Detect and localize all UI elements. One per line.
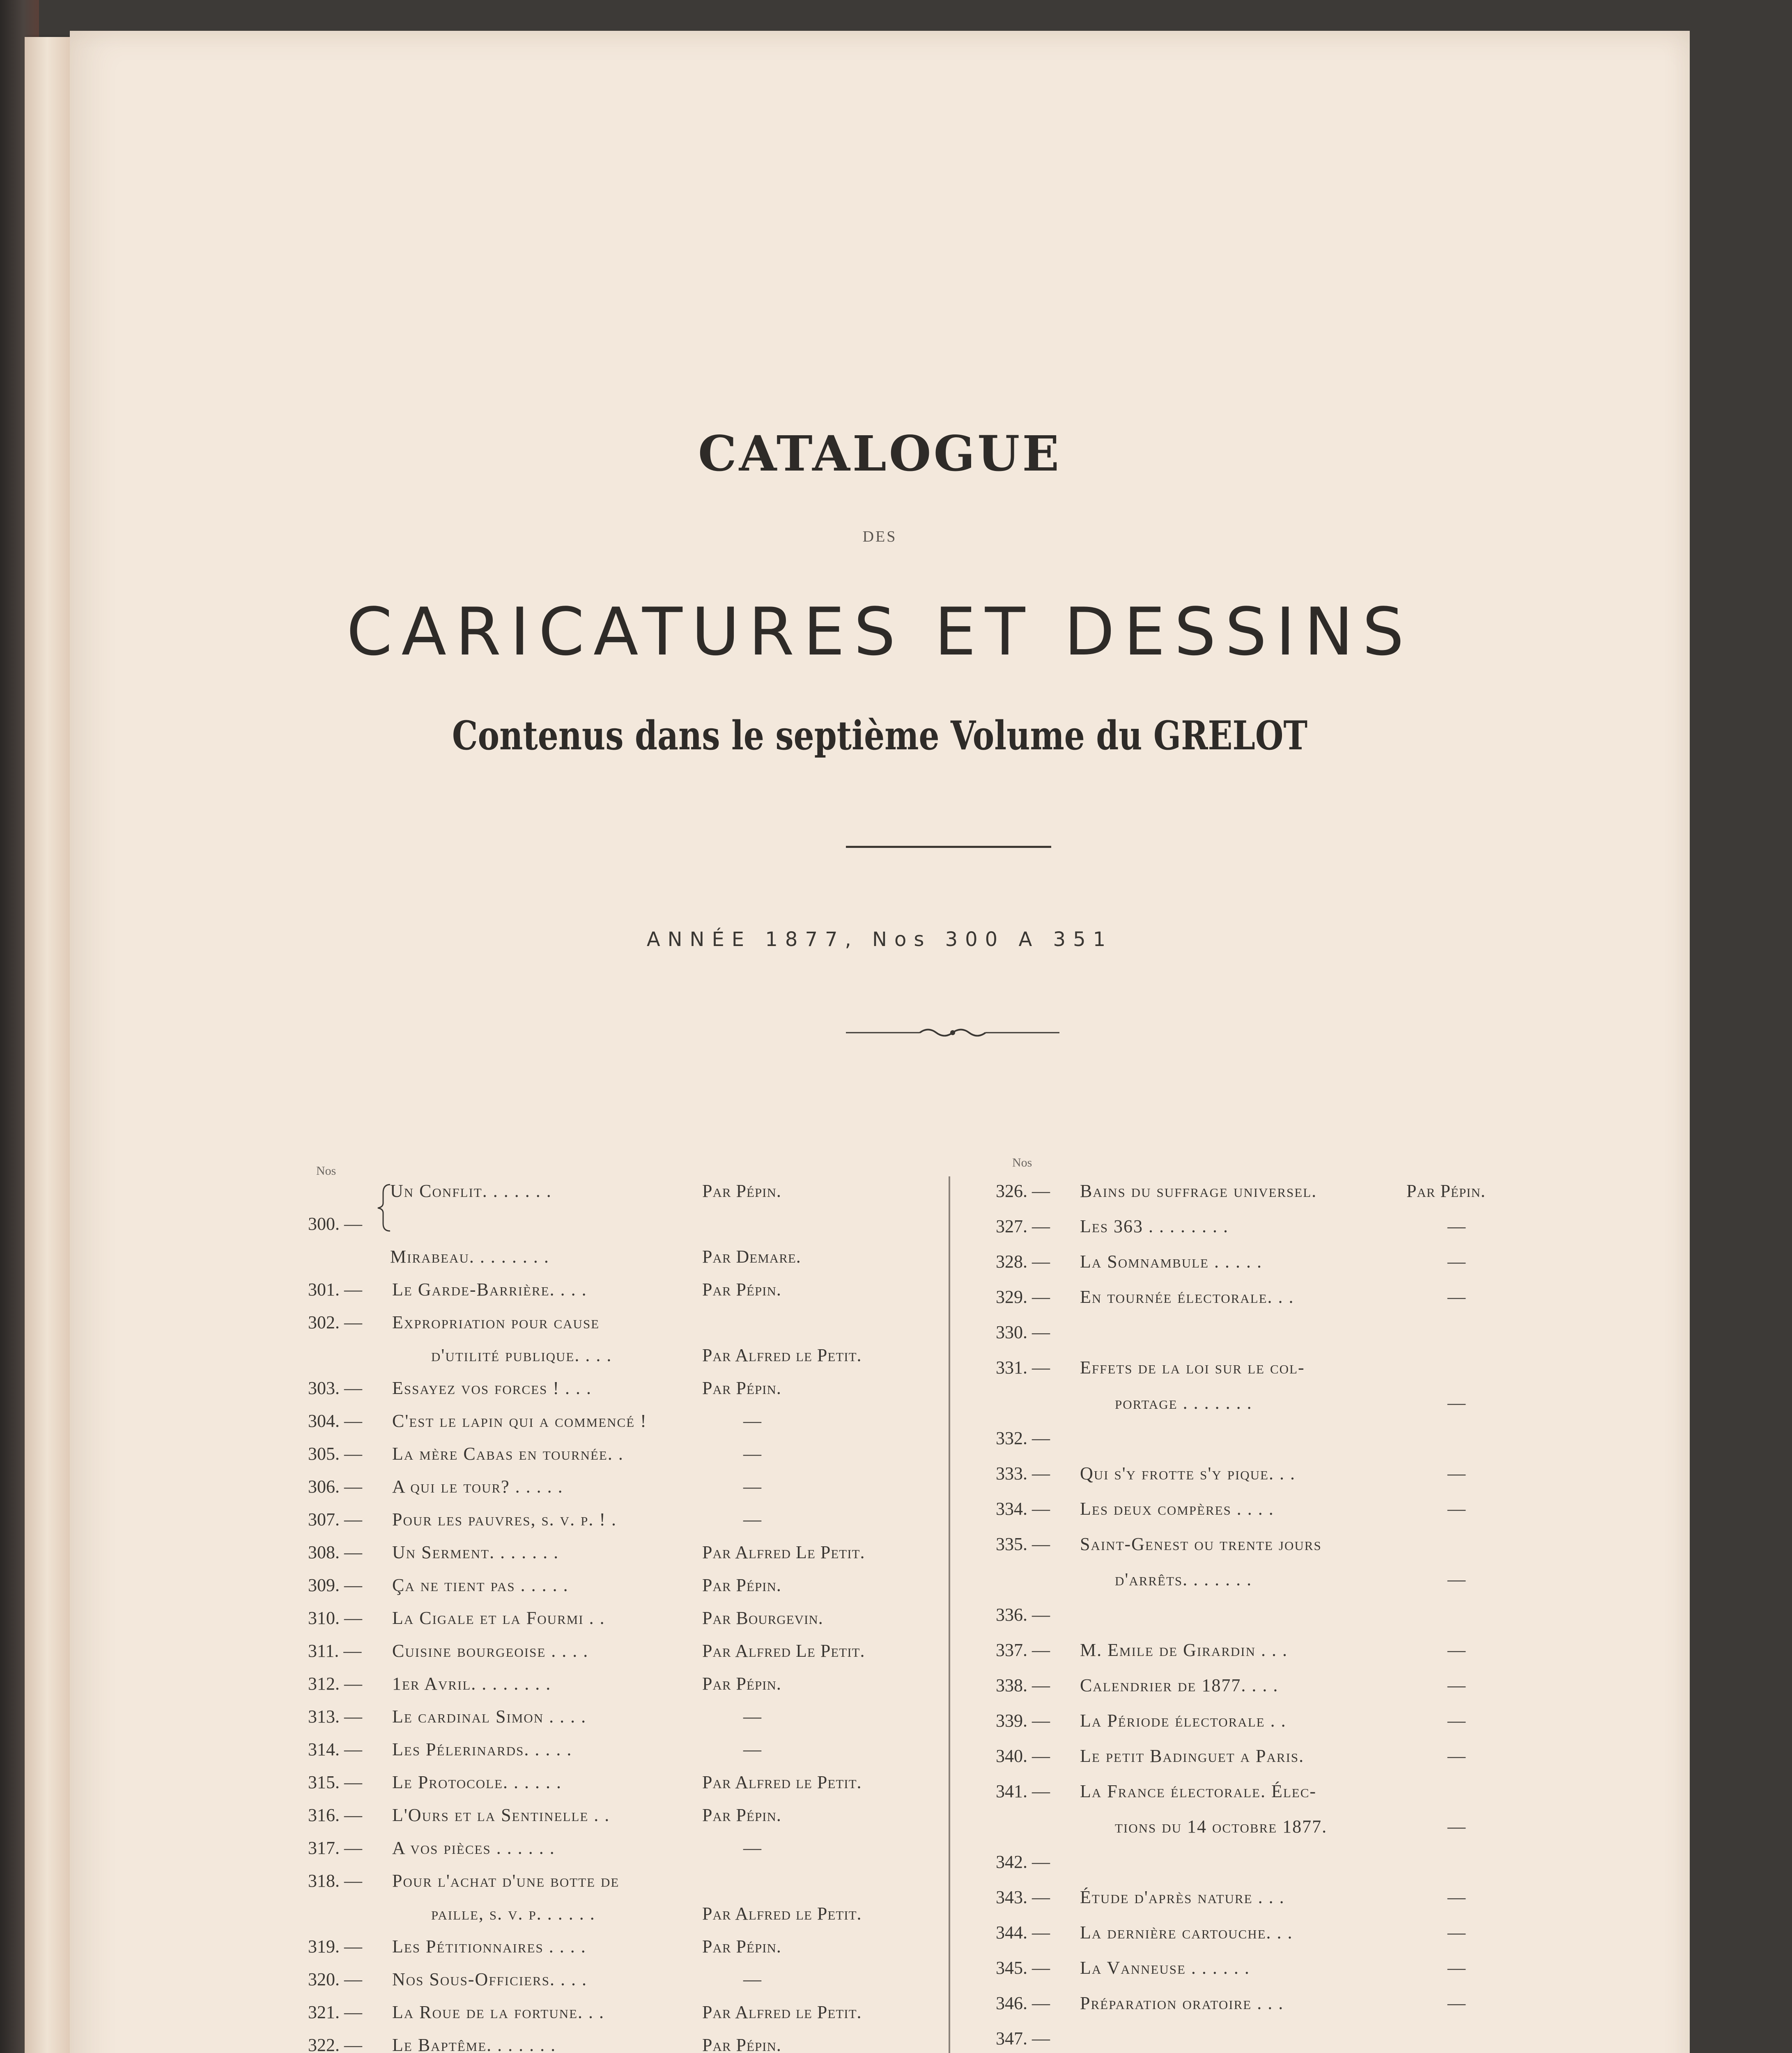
entry-title: Le Protocole. . . . . . bbox=[392, 1772, 562, 1792]
entry-title: La France électorale. Élec- bbox=[1080, 1781, 1317, 1801]
entry-number: 305. — bbox=[308, 1444, 362, 1464]
entry-number: 338. — bbox=[996, 1675, 1050, 1695]
entry-number: 344. — bbox=[996, 1922, 1050, 1943]
entry-number: 328. — bbox=[996, 1252, 1050, 1272]
entry-title: La Roue de la fortune. . . bbox=[392, 2002, 605, 2022]
entry-title: La Vanneuse . . . . . . bbox=[1080, 1958, 1250, 1978]
entry-title: Bains du suffrage universel. bbox=[1080, 1181, 1317, 1201]
entry-title: La Période électorale . . bbox=[1080, 1711, 1287, 1731]
entry-number: 312. — bbox=[308, 1674, 362, 1694]
entry-number: 316. — bbox=[308, 1805, 362, 1825]
entry-number: 301. — bbox=[308, 1279, 362, 1300]
ornament-divider bbox=[846, 1024, 1059, 1041]
entry-title: portage . . . . . . . bbox=[1115, 1393, 1252, 1413]
entry-credit: — bbox=[743, 1706, 762, 1727]
entry-title: La mère Cabas en tournée. . bbox=[392, 1444, 624, 1464]
entry-number: 303. — bbox=[308, 1378, 362, 1398]
entry-title: Qui s'y frotte s'y pique. . . bbox=[1080, 1463, 1296, 1483]
entry-title: Pour les pauvres, s. v. p. ! . bbox=[392, 1509, 617, 1529]
entry-credit: — bbox=[743, 1969, 762, 1989]
entry-number: 343. — bbox=[996, 1887, 1050, 1907]
entry-number: 315. — bbox=[308, 1772, 362, 1792]
entry-title: Le cardinal Simon . . . . bbox=[392, 1706, 587, 1727]
entry-credit: — bbox=[743, 1444, 762, 1464]
entry-credit: Par Pépin. bbox=[702, 1674, 781, 1694]
entry-number: 306. — bbox=[308, 1477, 362, 1497]
entry-title: paille, s. v. p. . . . . . bbox=[431, 1904, 595, 1924]
entry-number: 342. — bbox=[996, 1852, 1050, 1872]
contenus-line: Contenus dans le septième Volume du GRELOT bbox=[452, 712, 1308, 759]
no-label: Nos bbox=[316, 1164, 336, 1178]
entry-number: 307. — bbox=[308, 1509, 362, 1529]
entry-title: Pour l'achat d'une botte de bbox=[392, 1871, 620, 1891]
entry-title: A qui le tour? . . . . . bbox=[392, 1477, 563, 1497]
entry-number: 345. — bbox=[996, 1958, 1050, 1978]
entry-number: 332. — bbox=[996, 1428, 1050, 1448]
entry-title: Les Pélerinards. . . . . bbox=[392, 1739, 572, 1759]
entry-number: 311. — bbox=[308, 1641, 362, 1661]
entry-credit: Par Alfred le Petit. bbox=[702, 1904, 862, 1924]
entry-credit: — bbox=[743, 1477, 762, 1497]
entry-title: L'Ours et la Sentinelle . . bbox=[392, 1805, 610, 1825]
entry-title: Expropriation pour cause bbox=[392, 1312, 600, 1332]
entry-credit: — bbox=[1447, 1887, 1466, 1907]
entry-number: 302. — bbox=[308, 1312, 362, 1332]
entry-credit: — bbox=[1447, 1746, 1466, 1766]
entry-number: 327. — bbox=[996, 1216, 1050, 1236]
entry-title: Un Serment. . . . . . . bbox=[392, 1542, 559, 1562]
entry-number: 340. — bbox=[996, 1746, 1050, 1766]
entry-title: Les deux compères . . . . bbox=[1080, 1499, 1274, 1519]
entry-number: 347. — bbox=[996, 2028, 1050, 2048]
column-divider bbox=[949, 1176, 950, 2053]
entry-title: A vos pièces . . . . . . bbox=[392, 1838, 555, 1858]
entry-number: 308. — bbox=[308, 1542, 362, 1562]
entry-number: 331. — bbox=[996, 1357, 1050, 1378]
entry-number: 313. — bbox=[308, 1706, 362, 1727]
entry-number: 321. — bbox=[308, 2002, 362, 2022]
entry-credit: Par Pépin. bbox=[702, 1936, 781, 1957]
entry-credit: Par Alfred le Petit. bbox=[702, 1772, 862, 1792]
entry-credit: — bbox=[1447, 1216, 1466, 1236]
catalogue-title: CATALOGUE bbox=[698, 425, 1062, 482]
entry-number: 334. — bbox=[996, 1499, 1050, 1519]
entry-credit: — bbox=[1447, 1993, 1466, 2013]
entry-number: 339. — bbox=[996, 1711, 1050, 1731]
entry-credit: — bbox=[1447, 1816, 1466, 1837]
entry-title: d'arrêts. . . . . . . bbox=[1115, 1569, 1252, 1589]
entry-number: 304. — bbox=[308, 1411, 362, 1431]
entry-title: Le petit Badinguet a Paris. bbox=[1080, 1746, 1305, 1766]
entry-credit: — bbox=[743, 1838, 762, 1858]
entry-title: M. Emile de Girardin . . . bbox=[1080, 1640, 1288, 1660]
entry-title: Les Pétitionnaires . . . . bbox=[392, 1936, 586, 1957]
brace-icon bbox=[376, 1183, 392, 1232]
entry-title: Effets de la loi sur le col- bbox=[1080, 1357, 1305, 1378]
entry-number: 318. — bbox=[308, 1871, 362, 1891]
entry-number: 309. — bbox=[308, 1575, 362, 1595]
entry-title: C'est le lapin qui a commencé ! bbox=[392, 1411, 647, 1431]
entry-number: 317. — bbox=[308, 1838, 362, 1858]
entry-title: Un Conflit. . . . . . . bbox=[390, 1181, 552, 1201]
entry-title: d'utilité publique. . . . bbox=[431, 1345, 612, 1365]
entry-credit: — bbox=[1447, 1711, 1466, 1731]
entry-credit: Par Alfred le Petit. bbox=[702, 1345, 862, 1365]
entry-title: La Somnambule . . . . . bbox=[1080, 1252, 1262, 1272]
entry-credit: — bbox=[743, 1411, 762, 1431]
entry-credit: — bbox=[743, 1509, 762, 1529]
entry-title: Mirabeau. . . . . . . . bbox=[390, 1247, 549, 1267]
entry-title: Les 363 . . . . . . . . bbox=[1080, 1216, 1229, 1236]
entry-number: 333. — bbox=[996, 1463, 1050, 1483]
des-label: DES bbox=[862, 528, 897, 545]
entry-title: 1er Avril. . . . . . . . bbox=[392, 1674, 551, 1694]
entry-number: 335. — bbox=[996, 1534, 1050, 1554]
entry-number: 322. — bbox=[308, 2035, 362, 2053]
entry-number: 330. — bbox=[996, 1322, 1050, 1342]
entry-credit: — bbox=[1447, 1958, 1466, 1978]
entry-credit: Par Pépin. bbox=[702, 1279, 781, 1300]
catalogue-page bbox=[70, 31, 1690, 2053]
entry-title: Calendrier de 1877. . . . bbox=[1080, 1675, 1279, 1695]
entry-number: 329. — bbox=[996, 1287, 1050, 1307]
entry-credit: Par Alfred Le Petit. bbox=[702, 1542, 865, 1562]
entry-title: Nos Sous-Officiers. . . . bbox=[392, 1969, 587, 1989]
entry-number: 310. — bbox=[308, 1608, 362, 1628]
entry-title: Saint-Genest ou trente jours bbox=[1080, 1534, 1322, 1554]
entry-number: 320. — bbox=[308, 1969, 362, 1989]
entry-credit: — bbox=[1447, 1640, 1466, 1660]
entry-number: 319. — bbox=[308, 1936, 362, 1957]
entry-credit: Par Pépin. bbox=[702, 2035, 781, 2053]
entry-credit: Par Demare. bbox=[702, 1247, 801, 1267]
entry-credit: Par Pépin. bbox=[702, 1575, 781, 1595]
entry-credit: — bbox=[1447, 1499, 1466, 1519]
entry-number: 300. — bbox=[308, 1214, 362, 1234]
entry-credit: — bbox=[1447, 1922, 1466, 1943]
entry-credit: Par Pépin. bbox=[702, 1378, 781, 1398]
no-label: Nos bbox=[1012, 1156, 1032, 1169]
entry-number: 326. — bbox=[996, 1181, 1050, 1201]
entry-title: Essayez vos forces ! . . . bbox=[392, 1378, 592, 1398]
entry-number: 341. — bbox=[996, 1781, 1050, 1801]
entry-credit: — bbox=[1447, 1287, 1466, 1307]
annee-line: ANNÉE 1877, Nos 300 A 351 bbox=[646, 928, 1113, 951]
entry-credit: — bbox=[1447, 1252, 1466, 1272]
entry-number: 337. — bbox=[996, 1640, 1050, 1660]
entry-title: Cuisine bourgeoise . . . . bbox=[392, 1641, 589, 1661]
entry-credit: Par Alfred Le Petit. bbox=[702, 1641, 865, 1661]
entry-title: Étude d'après nature . . . bbox=[1080, 1887, 1285, 1907]
entry-title: Ça ne tient pas . . . . . bbox=[392, 1575, 569, 1595]
entry-credit: — bbox=[1447, 1569, 1466, 1589]
catalogue-subtitle: CARICATURES ET DESSINS bbox=[346, 593, 1413, 670]
entry-credit: Par Pépin. bbox=[1406, 1181, 1486, 1201]
entry-credit: — bbox=[1447, 1675, 1466, 1695]
entry-title: La dernière cartouche. . . bbox=[1080, 1922, 1293, 1943]
entry-credit: — bbox=[1447, 1393, 1466, 1413]
entry-title: Le Garde-Barrière. . . . bbox=[392, 1279, 587, 1300]
entry-credit: — bbox=[743, 1739, 762, 1759]
entry-number: 336. — bbox=[996, 1605, 1050, 1625]
entry-title: tions du 14 octobre 1877. bbox=[1115, 1816, 1328, 1837]
entry-title: La Cigale et la Fourmi . . bbox=[392, 1608, 605, 1628]
entry-credit: — bbox=[1447, 1463, 1466, 1483]
entry-title: Préparation oratoire . . . bbox=[1080, 1993, 1284, 2013]
entry-title: En tournée électorale. . . bbox=[1080, 1287, 1294, 1307]
entry-credit: Par Pépin. bbox=[702, 1805, 781, 1825]
entry-number: 314. — bbox=[308, 1739, 362, 1759]
header-rule bbox=[846, 846, 1051, 848]
entry-title: Le Baptême. . . . . . . bbox=[392, 2035, 556, 2053]
page-edge bbox=[25, 37, 70, 2053]
entry-number: 346. — bbox=[996, 1993, 1050, 2013]
entry-credit: Par Bourgevin. bbox=[702, 1608, 823, 1628]
entry-credit: Par Pépin. bbox=[702, 1181, 781, 1201]
entry-credit: Par Alfred le Petit. bbox=[702, 2002, 862, 2022]
